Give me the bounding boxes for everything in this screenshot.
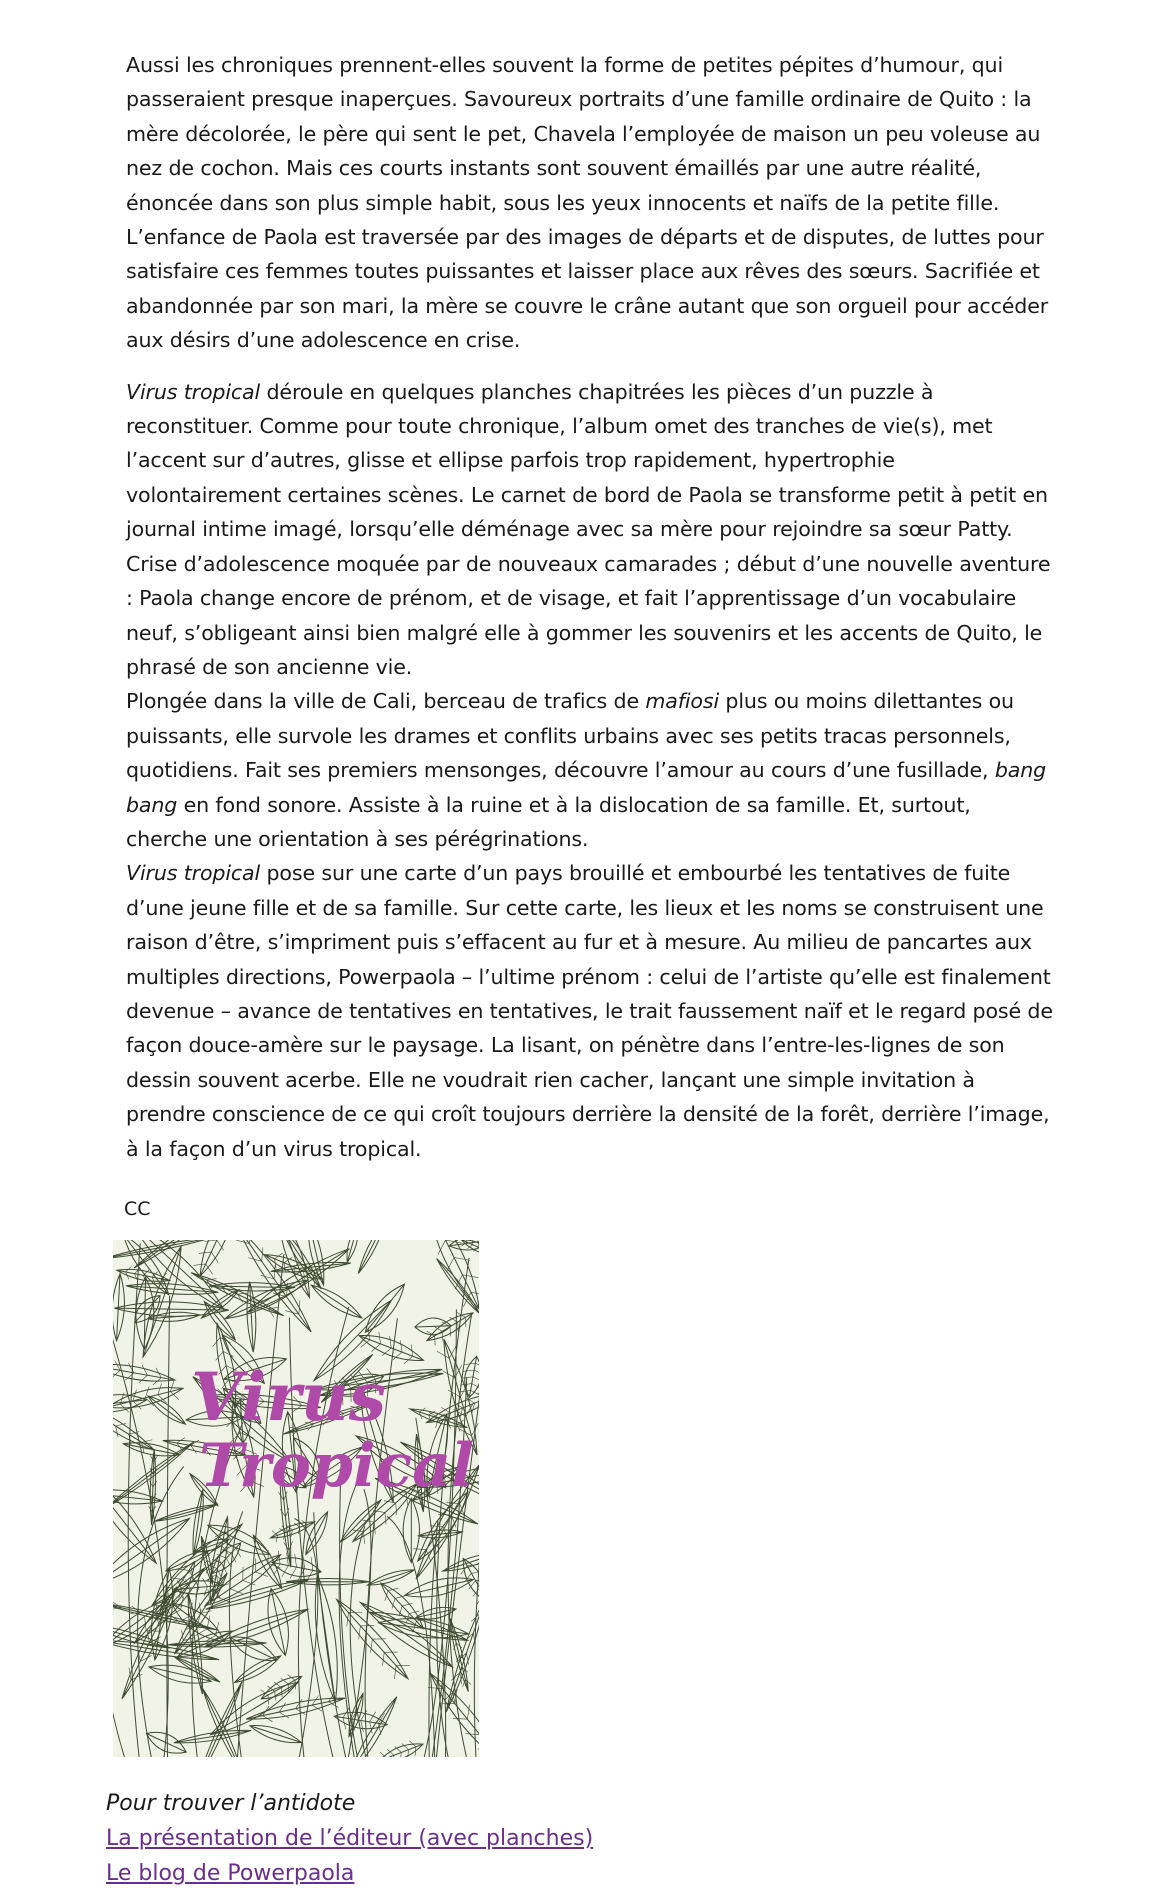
paragraph-3-text-a: Plongée dans la ville de Cali, berceau de trafics de <box>126 689 646 714</box>
paragraph-2-text: déroule en quelques planches chapitrées les pièces d’un puzzle à reconstituer. Comme pour toute chronique, l’album omet des tranches de vie(s), met l’accent sur d’autres, glisse et ellipse parfois trop rapidement, hypertrophie volontairement certaines scènes. Le carnet de bord de Paola se transforme petit à petit en journal intime imagé, lorsqu’elle déménage avec sa mère pour rejoindre sa sœur Patty. Crise d’adolescence moquée par de nouveaux camarades ; début d’une nouvelle aventure : Paola change encore de prénom, et de visage, et fait l’apprentissage d’un vocabulaire neuf, s’obligeant ainsi bien malgré elle à gommer les souvenirs et les accents de Quito, le phrasé de son ancienne vie. <box>126 379 1051 679</box>
author-signature: CC <box>124 1198 151 1220</box>
leaf-drawing <box>262 1587 294 1658</box>
leaf-drawing <box>193 1240 240 1279</box>
leaf-drawing <box>359 1279 410 1337</box>
leaf-drawing <box>232 1652 283 1687</box>
paragraph-1: Aussi les chroniques prennent-elles souvent la forme de petites pépites d’humour, qui passeraient presque inaperçues. Savoureux portraits d’une famille ordinaire de Quito : la mère décolorée, le père qui sent le pet, Chavela l’employée de maison un peu voleuse au nez de cochon. Mais ces courts instants sont souvent émaillés par une autre réalité, énoncée dans son plus simple habit, sous les yeux innocents et naïfs de la petite fille. L’enfance de Paola est traversée par des images de départs et de disputes, de luttes pour satisfaire ces femmes toutes puissantes et laisser place aux rêves des sœurs. Sacrifiée et abandonnée par son mari, la mère se couvre le crâne autant que son orgueil pour accéder aux désirs d’une adolescence en crise. <box>126 53 1049 353</box>
leaf-drawing <box>117 1584 181 1701</box>
leaf-drawing <box>403 1498 419 1562</box>
publisher-link[interactable]: La présentation de l’éditeur (avec planches) <box>106 1826 594 1851</box>
article-body <box>126 48 1056 1166</box>
stem-drawing <box>238 1254 284 1757</box>
leaf-drawing <box>114 1301 229 1317</box>
paragraph-3 <box>126 684 1056 856</box>
leaf-drawing <box>355 1240 388 1275</box>
leaf-drawing <box>308 1280 365 1323</box>
paragraph-3-text-c: en fond sonore. Assiste à la ruine et à la dislocation de sa famille. Et, surtout, cherche une orientation à ses pérégrinations. <box>126 792 971 851</box>
term-mafiosi: mafiosi <box>645 689 720 714</box>
leaf-drawing <box>126 1281 219 1297</box>
cover-illustration <box>113 1240 479 1757</box>
paragraph-2 <box>126 375 1056 685</box>
blog-link[interactable]: Le blog de Powerpaola <box>106 1861 355 1886</box>
leaf-vein <box>380 1751 389 1757</box>
stem-drawing <box>437 1345 480 1757</box>
leaf-vein <box>478 1735 479 1756</box>
leaf-vein <box>461 1375 479 1382</box>
antidote-heading: Pour trouver l’antidote <box>106 1791 356 1816</box>
paragraph-4-text: pose sur une carte d’un pays brouillé et embourbé les tentatives de fuite d’une jeune fille et de sa famille. Sur cette carte, les lieux et les noms se construisent une raison d’être, s’impriment puis s’effacent au fur et à mesure. Au milieu de pancartes aux multiples directions, Powerpaola – l’ultime prénom : celui de l’artiste qu’elle est finalement devenue – avance de tentatives en tentatives, le trait faussement naïf et le regard posé de façon douce-amère sur le paysage. La lisant, on pénètre dans l’entre-les-lignes de son dessin souvent acerbe. Elle ne voudrait rien cacher, lançant une simple invitation à prendre conscience de ce qui croît toujours derrière la densité de la forêt, derrière l’image, à la façon d’un virus tropical. <box>126 861 1053 1161</box>
cover-title-line-1: Virus <box>191 1358 387 1436</box>
leaf-drawing <box>202 1603 311 1652</box>
leaf-drawing <box>309 1574 344 1704</box>
leaf-drawing <box>420 1240 479 1314</box>
leaf-drawing <box>245 1281 257 1352</box>
term-bang-bang: bang bang <box>126 758 1047 817</box>
leaf-drawing <box>424 1668 479 1757</box>
leaf-drawing <box>366 1566 415 1589</box>
book-title: Virus tropical <box>126 379 261 404</box>
leaf-drawing <box>248 1721 303 1748</box>
leaf-drawing <box>147 1660 213 1689</box>
paragraph-3-text-b: plus ou moins dilettantes ou puissants, elle survole les drames et conflits urbains avec ses petits tracas personnels, quotidiens. Fait ses premiers mensonges, découvre l’amour au cours d’une fusillade, <box>126 689 1014 783</box>
footer-links <box>106 1786 593 1891</box>
paragraph-4 <box>126 856 1056 1166</box>
cover-title-line-2: Tropical <box>199 1431 474 1501</box>
book-title: Virus tropical <box>126 861 261 886</box>
book-cover-image <box>113 1240 479 1757</box>
leaf-drawing <box>301 1509 332 1556</box>
